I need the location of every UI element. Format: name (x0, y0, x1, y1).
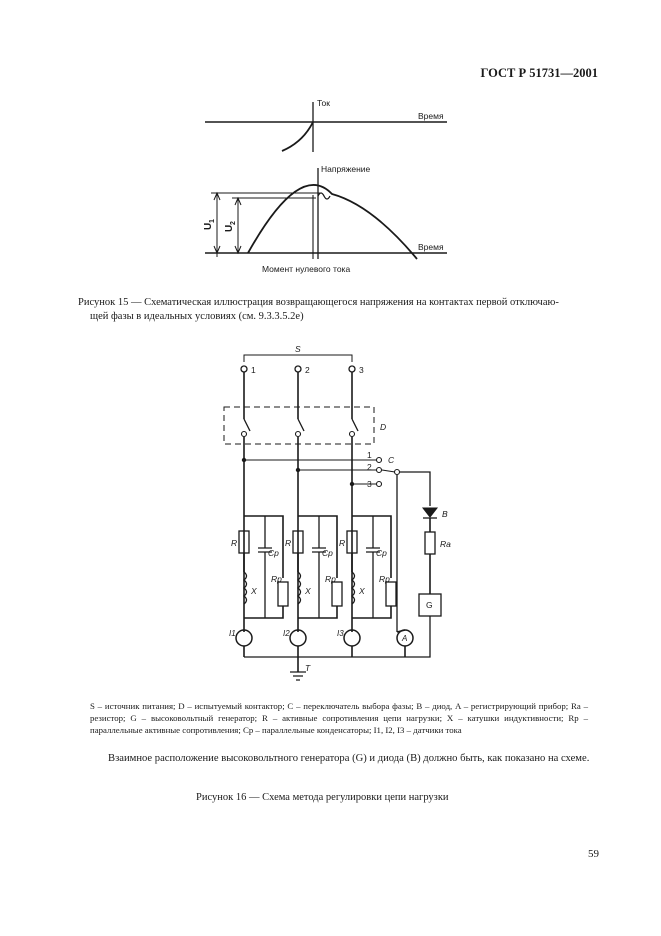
figure-15-caption-line2: щей фазы в идеальных условиях (см. 9.3.3.5.2е) (90, 311, 304, 322)
svg-text:R: R (231, 538, 238, 548)
page-number: 59 (588, 848, 599, 860)
svg-text:2: 2 (367, 462, 372, 472)
selector-contact-1 (377, 458, 382, 463)
selector-contact-2 (377, 468, 382, 473)
svg-text:U: U (224, 224, 235, 232)
voltage-curve (248, 185, 417, 259)
figure-16-legend: S – источник питания; D – испытуемый контактор; C – переключатель выбора фазы; B – диод, A – регистрирующий прибор; Ra – резистор; G – высоковольтный генератор; R – активные сопротивления цепи нагрузки; X – катушки индуктивности; Rp – параллельные активные сопротивления; Cp – параллельные конденсаторы; I1, I2, I3 – датчики тока (90, 701, 588, 735)
current-label: Ток (317, 98, 330, 108)
figure-16-labels (229, 344, 451, 673)
svg-text:2: 2 (230, 221, 237, 225)
time-label-top: Время (418, 111, 444, 121)
svg-text:Rp: Rp (325, 574, 336, 584)
figure-16-caption: Рисунок 16 — Схема метода регулировки цепи нагрузки (196, 792, 449, 803)
svg-text:U: U (203, 222, 214, 230)
ground-symbol (290, 672, 306, 680)
svg-text:Cp: Cp (322, 548, 333, 558)
time-label-bottom: Время (418, 242, 444, 252)
svg-text:G: G (426, 600, 433, 610)
svg-text:2: 2 (305, 365, 310, 375)
figure-15-caption-line1: Рисунок 15 — Схематическая иллюстрация возвращающегося напряжения на контактах первой отключаю- (78, 297, 559, 308)
svg-text:I2: I2 (283, 629, 290, 638)
svg-text:C: C (388, 455, 395, 465)
terminal-1 (241, 366, 247, 372)
selector-common (395, 470, 400, 475)
svg-text:I1: I1 (229, 629, 236, 638)
resistor-ra (425, 532, 435, 554)
voltage-oscillation (318, 193, 330, 199)
u2-label (224, 221, 237, 232)
zero-moment-label: Момент нулевого тока (262, 264, 351, 274)
svg-text:B: B (442, 509, 448, 519)
selector-contact-3 (377, 482, 382, 487)
phase-branch-2 (293, 516, 342, 618)
svg-text:1: 1 (367, 450, 372, 460)
terminal-2 (295, 366, 301, 372)
source-bracket (244, 355, 352, 362)
current-sensor-i3 (344, 630, 360, 646)
figure-16-note: Взаимное расположение высоковольтного генератора (G) и диода (B) должно быть, как показано на схеме. (108, 753, 590, 764)
current-sensor-i2 (290, 630, 306, 646)
selector-arm (382, 470, 395, 472)
current-curve (282, 122, 313, 151)
svg-text:I3: I3 (337, 629, 344, 638)
svg-text:S: S (295, 344, 301, 354)
svg-text:X: X (305, 586, 311, 596)
figure-15 (205, 102, 447, 259)
figure-16-schematic (224, 355, 441, 680)
svg-text:A: A (402, 634, 408, 643)
figure-15-caption (78, 296, 598, 324)
svg-text:X: X (359, 586, 365, 596)
phase-branch-3 (347, 516, 396, 618)
svg-text:1: 1 (251, 365, 256, 375)
svg-text:X: X (251, 586, 257, 596)
u1-label (203, 219, 216, 230)
voltage-label: Напряжение (321, 164, 371, 174)
svg-text:Ra: Ra (440, 539, 451, 549)
svg-text:1: 1 (209, 219, 216, 223)
current-sensor-i1 (236, 630, 252, 646)
svg-text:Rp: Rp (379, 574, 390, 584)
phase-branch-1 (239, 516, 288, 618)
standard-header: ГОСТ Р 51731—2001 (480, 66, 598, 80)
svg-text:D: D (380, 422, 387, 432)
svg-text:R: R (339, 538, 346, 548)
svg-text:Cp: Cp (268, 548, 279, 558)
svg-text:T: T (305, 663, 311, 673)
svg-text:Rp: Rp (271, 574, 282, 584)
terminal-3 (349, 366, 355, 372)
svg-text:Cp: Cp (376, 548, 387, 558)
svg-text:3: 3 (367, 479, 372, 489)
diode-b (423, 508, 437, 517)
svg-text:3: 3 (359, 365, 364, 375)
svg-text:R: R (285, 538, 292, 548)
